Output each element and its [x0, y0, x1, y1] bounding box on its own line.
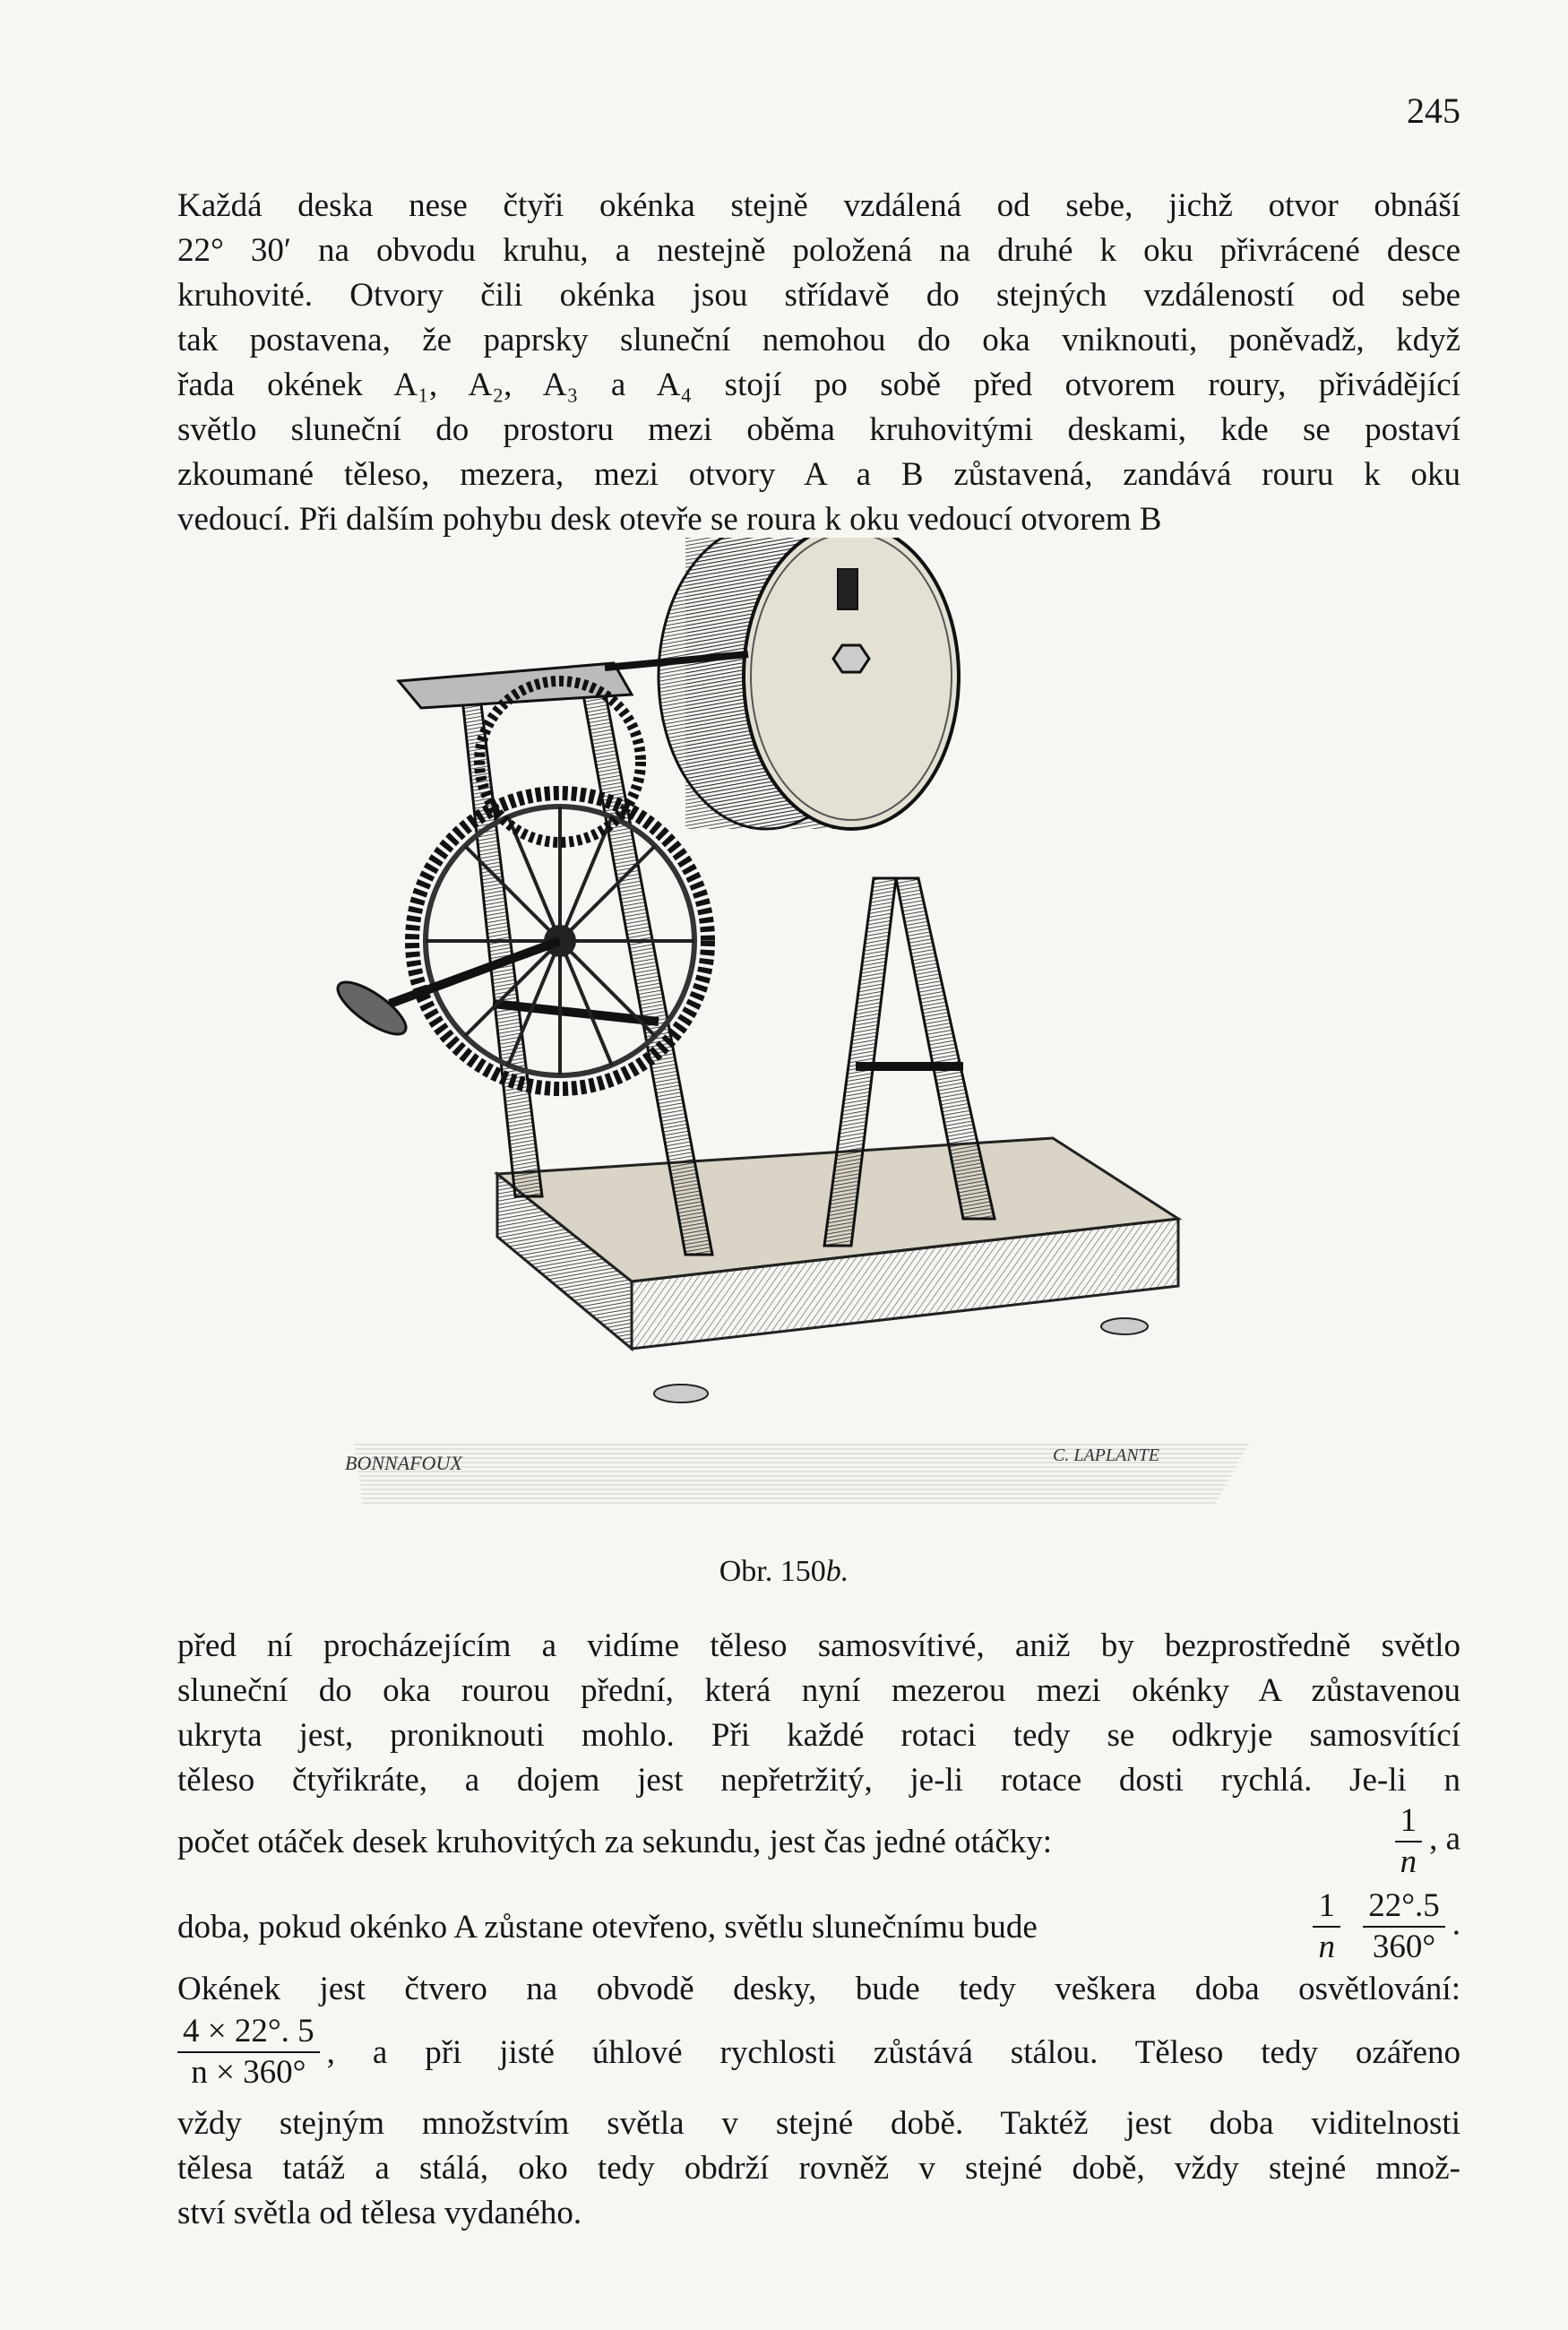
- fraction-1-over-n: $\frac{1}{n}$: [1395, 1801, 1423, 1882]
- fraction-1-over-n: $\frac{1}{n}$: [1313, 1886, 1340, 1967]
- caption-suffix: b.: [825, 1555, 849, 1588]
- text-line: tělesa tatáž a stálá, oko tedy obdrží rovněž v stejné době, vždy stejné množ-: [177, 2150, 1460, 2187]
- text-line: řada okének A₁, A₂, A₃ a A₄ stojí po sobě před otvorem roury, přivádějící: [177, 367, 1460, 403]
- fraction-angle-over-360: $\frac{22^\circ.5}{360^\circ}$: [1363, 1886, 1445, 1967]
- text-line: ství světla od tělesa vydaného.: [177, 2195, 582, 2231]
- base-foot: [654, 1385, 708, 1402]
- base-foot: [1101, 1318, 1148, 1334]
- text-line: těleso čtyřikráte, a dojem jest nepřetržitý, je-li rotace dosti rychlá. Je-li n: [177, 1762, 1460, 1799]
- formula-line-1: počet otáček desek kruhovitých za sekundu, jest čas jedné otáčky: $\frac{1}{n}$ , a: [177, 1802, 1460, 1880]
- figure-caption: [0, 1555, 1568, 1589]
- formula-line-2: doba, pokud okénko A zůstane otevřeno, světlu slunečnímu bude $\frac{1}{n}$ $\frac{22^\circ.5}{360^\circ}$ .: [177, 1887, 1460, 1965]
- crank-handle: [336, 973, 413, 1043]
- text-line: počet otáček desek kruhovitých za sekundu, jest čas jedné otáčky:: [177, 1823, 1053, 1860]
- disc-nut: [833, 645, 869, 672]
- text-line: vedoucí. Při dalším pohybu desk otevře se roura k oku vedoucí otvorem B: [177, 501, 1162, 538]
- text-line: doba, pokud okénko A zůstane otevřeno, světlu slunečnímu bude: [177, 1908, 1038, 1946]
- frame-leg: [461, 690, 542, 1196]
- top-paragraph: [177, 184, 1460, 542]
- text-line: 22° 30′ na obvodu kruhu, a nestejně položená na druhé k oku přivrácené desce: [177, 232, 1460, 269]
- formula-line-3: [177, 2012, 1460, 2093]
- text-line: vždy stejným množstvím světla v stejné době. Taktéž jest doba viditelnosti: [177, 2105, 1460, 2142]
- text-line: zkoumané těleso, mezera, mezi otvory A a B zůstavená, zandává rouru k oku: [177, 456, 1460, 493]
- text-line: kruhovité. Otvory čili okénka jsou střídavě do stejných vzdáleností od sebe: [177, 277, 1460, 314]
- apparatus-illustration: [336, 538, 1259, 1523]
- engraver-signature-left: BONNAFOUX: [345, 1452, 462, 1474]
- text-line: Okének jest čtvero na obvodě desky, bude tedy veškera doba osvětlování:: [177, 1971, 1460, 2007]
- bottom-paragraph: [177, 1624, 1460, 1803]
- text-line: Každá deska nese čtyři okénka stejně vzdálená od sebe, jichž otvor obnáší: [177, 187, 1460, 224]
- text-line: sluneční do oka rourou přední, která nyní mezerou mezi okénky A zůstavenou: [177, 1672, 1460, 1709]
- text-line: tak postavena, že paprsky sluneční nemohou do oka vniknouti, poněvadž, když: [177, 322, 1460, 358]
- caption-prefix: Obr. 150: [719, 1555, 826, 1588]
- fraction-total-time: $\frac{4 \times 22^\circ. 5}{n \times 360^\circ}$: [177, 2012, 320, 2093]
- disc-window: [838, 569, 857, 609]
- text-line: ukryta jest, proniknouti mohlo. Při každé rotaci tedy se odkryje samosvítící: [177, 1717, 1460, 1754]
- text-line: , a při jisté úhlové rychlosti zůstává stálou. Těleso tedy ozářeno: [326, 2033, 1460, 2071]
- text-line: světlo sluneční do prostoru mezi oběma kruhovitými deskami, kde se postaví: [177, 411, 1460, 448]
- closing-paragraph: [177, 2101, 1460, 2236]
- figure-engraving: [336, 538, 1259, 1523]
- engraver-signature-right: C. LAPLANTE: [1053, 1445, 1159, 1465]
- text-line: před ní procházejícím a vidíme těleso samosvítivé, aniž by bezprostředně světlo: [177, 1627, 1460, 1664]
- page-number: 245: [1407, 91, 1460, 131]
